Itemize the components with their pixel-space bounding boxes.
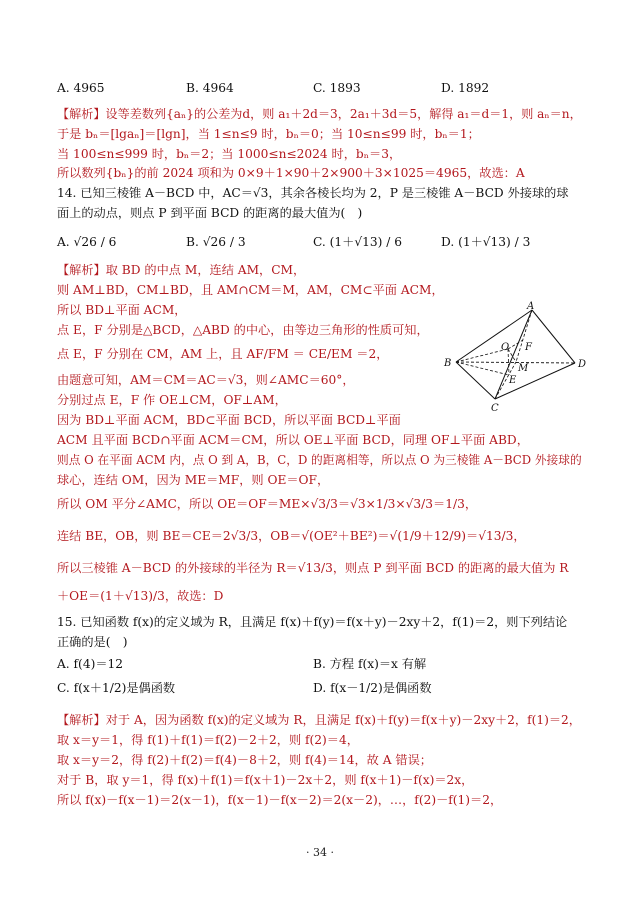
q14-solution-line: 则 AM⊥BD，CM⊥BD，且 AM∩CM＝M，AM，CM⊂平面 ACM， xyxy=(57,283,444,297)
figure-label-c: C xyxy=(491,403,499,414)
q14-solution-line: 连结 BE，OB，则 BE＝CE＝2√3/3，OB＝√(OE²＋BE²)＝√(1/9＋12/9)＝√13/3， xyxy=(57,529,526,543)
q13-option-c: C. 1893 xyxy=(313,81,361,95)
q13-solution-line: 当 100≤n≤999 时，bₙ＝2；当 1000≤n≤2024 时，bₙ＝3， xyxy=(57,147,402,161)
figure-label-a: A xyxy=(527,301,535,312)
tetrahedron-figure xyxy=(441,300,591,415)
q14-solution-line: 所以三棱锥 A－BCD 的外接球的半径为 R＝√13/3，则点 P 到平面 BCD 的距离的最大值为 R xyxy=(57,561,569,575)
q14-stem-line: 面上的动点，则点 P 到平面 BCD 的距离的最大值为( ) xyxy=(57,206,363,220)
figure-label-m: M xyxy=(518,363,529,374)
q15-stem-line: 15. 已知函数 f(x)的定义域为 R，且满足 f(x)＋f(y)＝f(x＋y)－2xy＋2，f(1)＝2，则下列结论 xyxy=(57,615,568,629)
page-number: · 34 · xyxy=(306,846,334,859)
q14-option-d: D. (1＋√13) / 3 xyxy=(441,235,531,249)
q14-solution-line: 球心，连结 OM，因为 ME＝MF，则 OE＝OF， xyxy=(57,473,330,487)
q14-stem-line: 14. 已知三棱锥 A－BCD 中，AC＝√3，其余各棱长均为 2，P 是三棱锥 A－BCD 外接球的球 xyxy=(57,186,569,200)
q15-option-a: A. f(4)＝12 xyxy=(57,657,124,671)
q14-solution-line: 点 E，F 分别是△BCD，△ABD 的中心，由等边三角形的性质可知， xyxy=(57,323,429,337)
q14-solution-line: 则点 O 在平面 ACM 内，点 O 到 A，B，C，D 的距离相等，所以点 O 为三棱锥 A－BCD 外接球的 xyxy=(57,453,582,467)
q14-solution-line: 所以 OM 平分∠AMC，所以 OE＝OF＝ME×√3/3＝√3×1/3×√3/3＝1/3， xyxy=(57,497,478,511)
q14-solution-line: 【解析】取 BD 的中点 M，连结 AM，CM， xyxy=(57,263,306,277)
q15-solution-line: 对于 B，取 y＝1，得 f(x)＋f(1)＝f(x＋1)－2x＋2，则 f(x＋1)－f(x)＝2x， xyxy=(57,773,474,787)
q14-solution-line: 所以 BD⊥平面 ACM， xyxy=(57,303,187,317)
q14-solution-line: ＋OE＝(1＋√13)/3，故选：D xyxy=(57,589,224,603)
q14-solution-line: ACM 且平面 BCD∩平面 ACM＝CM，所以 OE⊥平面 BCD，同理 OF⊥平面 ABD， xyxy=(57,433,529,447)
q15-option-d: D. f(x－1/2)是偶函数 xyxy=(313,681,432,695)
figure-label-b: B xyxy=(444,358,452,369)
q14-solution-line: 分别过点 E，F 作 OE⊥CM，OF⊥AM， xyxy=(57,393,287,407)
q15-solution-line: 取 x＝y＝2，得 f(2)＋f(2)＝f(4)－8＋2，则 f(4)＝14，故 A 错误； xyxy=(57,753,432,767)
q13-option-a: A. 4965 xyxy=(57,81,105,95)
q15-solution-line: 取 x＝y＝1，得 f(1)＋f(1)＝f(2)－2＋2，则 f(2)＝4， xyxy=(57,733,359,747)
figure-label-e: E xyxy=(509,375,517,386)
q13-solution-line: 【解析】设等差数列{aₙ}的公差为d，则 a₁＋2d＝3，2a₁＋3d＝5，解得 a₁＝d＝1，则 aₙ＝n， xyxy=(57,107,582,121)
figure-label-f: F xyxy=(525,342,532,353)
figure-label-o: O xyxy=(501,342,510,353)
q14-solution-line: 点 E，F 分别在 CM，AM 上，且 AF/FM ＝ CE/EM ＝2， xyxy=(57,347,389,361)
q15-option-b: B. 方程 f(x)＝x 有解 xyxy=(313,657,427,671)
figure-label-d: D xyxy=(578,359,587,370)
q14-solution-line: 由题意可知，AM＝CM＝AC＝√3，则∠AMC＝60°， xyxy=(57,373,355,387)
q15-option-c: C. f(x＋1/2)是偶函数 xyxy=(57,681,176,695)
q15-stem-line: 正确的是( ) xyxy=(57,635,128,649)
q15-solution-line: 所以 f(x)－f(x－1)＝2(x－1)，f(x－1)－f(x－2)＝2(x－2)，…，f(2)－f(1)＝2， xyxy=(57,793,503,807)
q13-option-b: B. 4964 xyxy=(186,81,234,95)
q14-option-a: A. √26 / 6 xyxy=(57,235,117,249)
q15-solution-line: 【解析】对于 A，因为函数 f(x)的定义域为 R，且满足 f(x)＋f(y)＝f(x＋y)－2xy＋2，f(1)＝2， xyxy=(57,713,581,727)
q14-solution-line: 因为 BD⊥平面 ACM，BD⊂平面 BCD，所以平面 BCD⊥平面 xyxy=(57,413,401,427)
q13-solution-line: 于是 bₙ＝[lgaₙ]＝[lgn]，当 1≤n≤9 时，bₙ＝0；当 10≤n≤99 时，bₙ＝1； xyxy=(57,127,480,141)
q13-option-d: D. 1892 xyxy=(441,81,490,95)
q14-option-b: B. √26 / 3 xyxy=(186,235,246,249)
q14-option-c: C. (1＋√13) / 6 xyxy=(313,235,402,249)
q13-solution-line: 所以数列{bₙ}的前 2024 项和为 0×9＋1×90＋2×900＋3×1025＝4965，故选：A xyxy=(57,166,525,180)
